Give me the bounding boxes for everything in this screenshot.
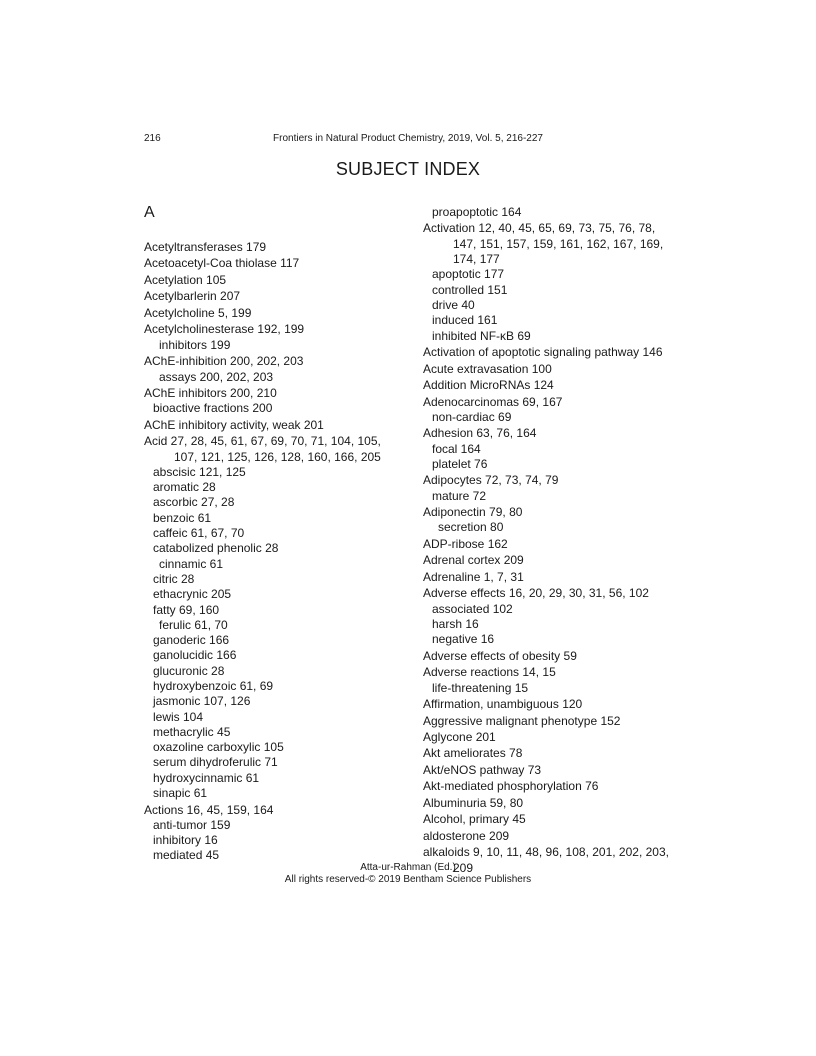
index-subentry: associated 102 xyxy=(432,601,513,616)
index-entry: Acetylation 105 xyxy=(144,272,227,287)
index-entry: Acetoacetyl-Coa thiolase 117 xyxy=(144,256,300,271)
index-entry: AChE inhibitors 200, 210 xyxy=(144,385,277,400)
index-subentry: controlled 151 xyxy=(432,282,508,297)
index-subentry: ganolucidic 166 xyxy=(153,648,237,663)
index-subentry: inhibited NF-κB 69 xyxy=(432,328,531,343)
index-subentry: hydroxycinnamic 61 xyxy=(153,770,260,785)
index-subentry: fatty 69, 160 xyxy=(153,602,220,617)
index-subentry: anti-tumor 159 xyxy=(153,817,231,832)
index-entry: Alcohol, primary 45 xyxy=(423,812,526,827)
index-subentry: ganoderic 166 xyxy=(153,633,230,648)
index-entry: Acetylcholinesterase 192, 199 xyxy=(144,322,305,337)
index-subentry: bioactive fractions 200 xyxy=(153,401,273,416)
index-subentry: induced 161 xyxy=(432,313,498,328)
index-entry: Adverse effects of obesity 59 xyxy=(423,648,577,663)
index-entry: Aggressive malignant phenotype 152 xyxy=(423,713,621,728)
section-letter: A xyxy=(144,204,155,221)
index-entry: Actions 16, 45, 159, 164 xyxy=(144,802,274,817)
index-subentry: sinapic 61 xyxy=(153,786,208,801)
index-entry: Acid 27, 28, 45, 61, 67, 69, 70, 71, 104, 105, xyxy=(144,434,381,449)
index-entry: Adiponectin 79, 80 xyxy=(423,505,523,520)
index-subentry: glucuronic 28 xyxy=(153,663,225,678)
index-subentry: assays 200, 202, 203 xyxy=(159,369,274,384)
index-entry: Adhesion 63, 76, 164 xyxy=(423,426,537,441)
index-entry: AChE-inhibition 200, 202, 203 xyxy=(144,354,304,369)
index-subentry: cinnamic 61 xyxy=(159,556,224,571)
index-entry-continuation: 147, 151, 157, 159, 161, 162, 167, 169, xyxy=(453,236,664,251)
index-column-left xyxy=(144,240,404,864)
index-entry: Adverse effects 16, 20, 29, 30, 31, 56, 102 xyxy=(423,586,649,601)
index-entry-continuation: 107, 121, 125, 126, 128, 160, 166, 205 xyxy=(174,449,381,464)
index-entry: Acetylbarlerin 207 xyxy=(144,289,241,304)
index-entry: Adrenal cortex 209 xyxy=(423,553,524,568)
index-subentry: citric 28 xyxy=(153,571,195,586)
index-subentry: benzoic 61 xyxy=(153,510,212,525)
index-subentry: catabolized phenolic 28 xyxy=(153,541,279,556)
index-entry: alkaloids 9, 10, 11, 48, 96, 108, 201, 202, 203, xyxy=(423,845,669,860)
index-subentry: focal 164 xyxy=(432,441,481,456)
index-entry: Adenocarcinomas 69, 167 xyxy=(423,394,563,409)
index-entry-continuation: 174, 177 xyxy=(453,252,500,267)
index-entry: Akt ameliorates 78 xyxy=(423,746,523,761)
index-entry: Akt-mediated phosphorylation 76 xyxy=(423,779,599,794)
index-entry: Acetyltransferases 179 xyxy=(144,240,267,254)
index-subentry: platelet 76 xyxy=(432,456,488,471)
index-column-right xyxy=(423,205,693,876)
footer-rights: All rights reserved-© 2019 Bentham Science Publishers xyxy=(284,874,532,885)
index-subentry: ascorbic 27, 28 xyxy=(153,495,235,510)
index-subentry: negative 16 xyxy=(432,632,495,647)
index-entry: Akt/eNOS pathway 73 xyxy=(423,762,542,777)
index-entry: Activation of apoptotic signaling pathway 146 xyxy=(423,345,663,360)
index-subentry: ethacrynic 205 xyxy=(153,587,232,602)
index-subentry: oxazoline carboxylic 105 xyxy=(153,740,284,755)
index-subentry: hydroxybenzoic 61, 69 xyxy=(153,679,274,693)
index-subentry: aromatic 28 xyxy=(153,480,216,495)
index-entry: Acetylcholine 5, 199 xyxy=(144,305,252,320)
index-subentry: abscisic 121, 125 xyxy=(153,464,246,479)
index-subentry: mediated 45 xyxy=(153,848,220,863)
index-subentry: jasmonic 107, 126 xyxy=(153,694,251,709)
index-subentry: inhibitors 199 xyxy=(159,337,231,352)
index-subentry: apoptotic 177 xyxy=(432,267,505,282)
index-entry: Adipocytes 72, 73, 74, 79 xyxy=(423,473,559,488)
page-number: 216 xyxy=(144,133,161,144)
index-entry: Addition MicroRNAs 124 xyxy=(423,378,554,393)
index-subentry: proapoptotic 164 xyxy=(432,205,522,219)
index-subentry: harsh 16 xyxy=(432,616,479,631)
index-subentry: drive 40 xyxy=(432,297,475,312)
journal-header: Frontiers in Natural Product Chemistry, 2019, Vol. 5, 216-227 xyxy=(273,133,543,144)
index-subentry: life-threatening 15 xyxy=(432,680,529,695)
index-subentry: non-cardiac 69 xyxy=(432,409,512,424)
index-entry: Aglycone 201 xyxy=(423,729,496,744)
index-entry: Albuminuria 59, 80 xyxy=(423,795,524,810)
index-entry: aldosterone 209 xyxy=(423,828,510,843)
index-subentry: mature 72 xyxy=(432,488,487,503)
index-subentry: serum dihydroferulic 71 xyxy=(153,755,278,770)
index-entry-continuation: 209 xyxy=(453,860,474,875)
index-entry: Adverse reactions 14, 15 xyxy=(423,665,556,680)
index-entry: AChE inhibitory activity, weak 201 xyxy=(144,417,324,432)
index-subentry: inhibitory 16 xyxy=(153,833,218,848)
index-entry: Acute extravasation 100 xyxy=(423,361,552,376)
index-subentry: ferulic 61, 70 xyxy=(159,617,228,632)
index-subentry: methacrylic 45 xyxy=(153,724,231,739)
page-title: SUBJECT INDEX xyxy=(335,159,481,179)
index-subentry: caffeic 61, 67, 70 xyxy=(153,526,245,541)
index-entry: Activation 12, 40, 45, 65, 69, 73, 75, 76, 78, xyxy=(423,221,656,236)
index-entry: ADP-ribose 162 xyxy=(423,536,508,551)
index-subentry: lewis 104 xyxy=(153,709,204,724)
index-entry: Affirmation, unambiguous 120 xyxy=(423,697,583,712)
footer-editor: Atta-ur-Rahman (Ed.) xyxy=(360,862,456,873)
index-entry: Adrenaline 1, 7, 31 xyxy=(423,569,524,584)
index-subentry: secretion 80 xyxy=(438,520,504,535)
